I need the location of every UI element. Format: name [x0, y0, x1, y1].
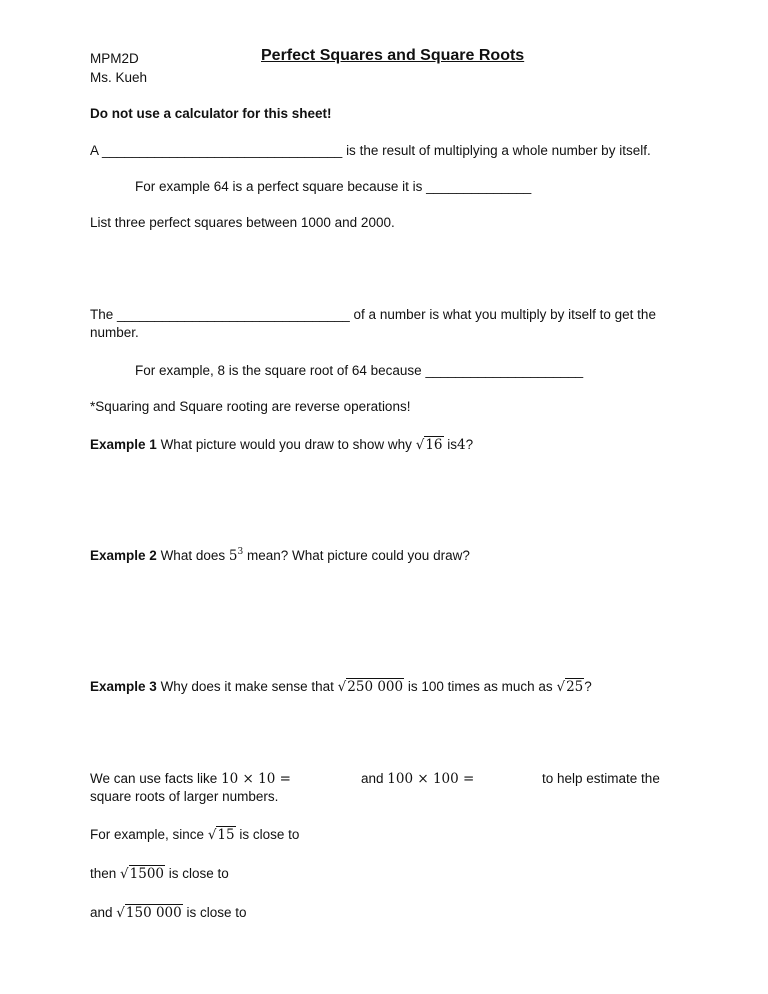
- course-code: MPM2D: [90, 51, 139, 66]
- estimate-line-1: [90, 826, 299, 844]
- def2-end: of a number is what you multiply by itself to get the: [353, 307, 656, 322]
- sqrt-16: [416, 436, 444, 454]
- radicand: 25: [566, 679, 584, 695]
- power-exponent: 3: [237, 547, 244, 557]
- power-base: 5: [228, 548, 238, 564]
- example-perfect-square: [135, 178, 531, 196]
- reverse-operations-note: *Squaring and Square rooting are reverse operations!: [90, 399, 411, 414]
- example-ps-text: For example 64 is a perfect square because it is: [135, 179, 423, 194]
- example-3-text-a: Why does it make sense that: [160, 679, 334, 694]
- estimate-2b: is close to: [168, 866, 229, 881]
- sqrt-1500: [120, 865, 165, 883]
- estimate-line-2: [90, 865, 229, 883]
- estimate-1a: For example, since: [90, 827, 205, 842]
- facts-line-middle: [361, 770, 474, 788]
- facts-line: [90, 770, 291, 788]
- power-expression: [229, 548, 243, 564]
- example-3-label: Example 3: [90, 679, 157, 694]
- facts-text-c: to help estimate the: [542, 771, 660, 786]
- radical-sign: √: [120, 866, 129, 882]
- definition-perfect-square: [90, 142, 651, 160]
- radicand: 1500: [129, 866, 165, 882]
- estimate-1b: is close to: [239, 827, 300, 842]
- calculator-warning: Do not use a calculator for this sheet!: [90, 106, 332, 121]
- sqrt-150000: [116, 904, 182, 922]
- example-2-text-a: What does: [160, 548, 226, 563]
- page-title: Perfect Squares and Square Roots: [261, 47, 525, 64]
- estimate-2a: then: [90, 866, 117, 881]
- radical-sign: √: [415, 437, 425, 453]
- example-3: [90, 678, 592, 696]
- example-1: [90, 436, 473, 454]
- example-1-label: Example 1: [90, 437, 157, 452]
- sqrt-250000: [338, 678, 404, 696]
- estimate-3a: and: [90, 905, 113, 920]
- sqrt-15: [208, 826, 236, 844]
- example-1-end: ?: [465, 437, 474, 452]
- def2-blank: _______________________________: [117, 307, 350, 322]
- radicand: 150 000: [125, 905, 182, 921]
- def2-start: The: [90, 307, 114, 322]
- example-2: [90, 547, 470, 565]
- radicand: 15: [217, 827, 235, 843]
- radical-sign: √: [116, 905, 125, 921]
- example-1-value: 4: [457, 437, 466, 453]
- example-3-end: ?: [584, 679, 592, 694]
- example-sr-blank: _____________________: [425, 363, 584, 378]
- teacher-name: Ms. Kueh: [90, 70, 148, 85]
- estimate-3b: is close to: [186, 905, 247, 920]
- facts-continuation: square roots of larger numbers.: [90, 789, 279, 804]
- facts-expr-a: 10 × 10 =: [221, 771, 291, 787]
- def1-blank: ________________________________: [102, 143, 343, 158]
- estimate-line-3: [90, 904, 247, 922]
- list-prompt: List three perfect squares between 1000 and 2000.: [90, 215, 395, 230]
- example-2-label: Example 2: [90, 548, 157, 563]
- facts-text-a: We can use facts like: [90, 771, 218, 786]
- example-square-root: [135, 362, 583, 380]
- example-2-text-b: mean? What picture could you draw?: [246, 548, 470, 563]
- facts-text-b: and: [361, 771, 384, 786]
- radical-sign: √: [207, 827, 217, 843]
- example-sr-text: For example, 8 is the square root of 64 because: [135, 363, 422, 378]
- radicand: 250 000: [347, 679, 404, 695]
- definition-square-root: [90, 306, 656, 324]
- facts-expr-b: 100 × 100 =: [387, 771, 475, 787]
- def1-start: A: [90, 143, 99, 158]
- radicand: 16: [425, 437, 443, 453]
- example-ps-blank: ______________: [426, 179, 532, 194]
- example-3-text-b: is 100 times as much as: [407, 679, 553, 694]
- sqrt-25: [556, 678, 584, 696]
- radical-sign: √: [556, 679, 566, 695]
- def2-continuation: number.: [90, 325, 139, 340]
- radical-sign: √: [337, 679, 347, 695]
- example-1-text-b: is: [447, 437, 458, 452]
- example-1-text-a: What picture would you draw to show why: [160, 437, 412, 452]
- def1-end: is the result of multiplying a whole number by itself.: [346, 143, 651, 158]
